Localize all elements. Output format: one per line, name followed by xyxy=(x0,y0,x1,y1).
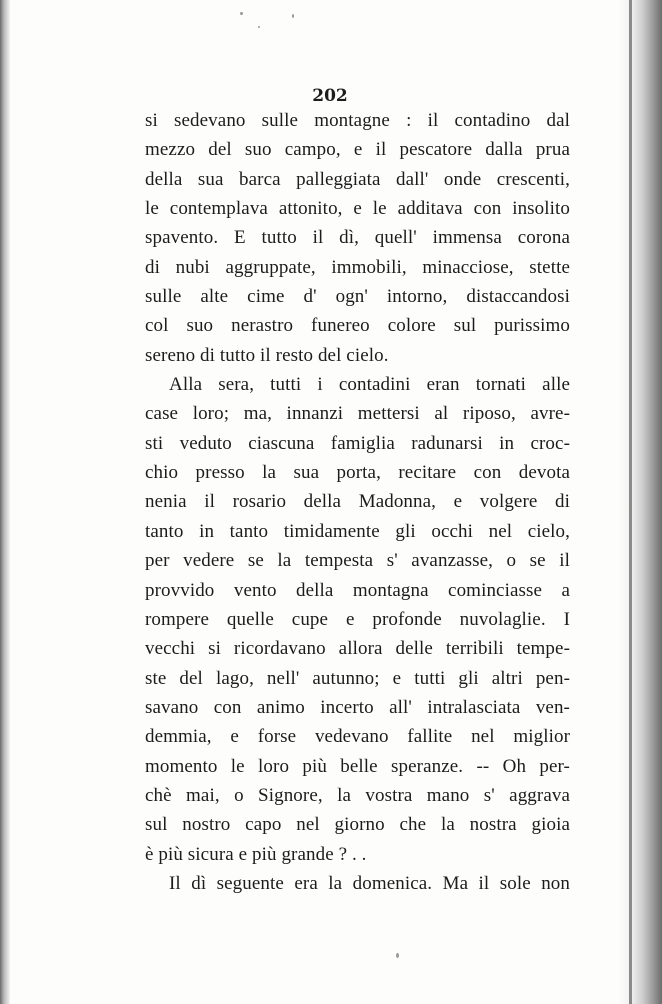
paper-speck xyxy=(292,14,294,18)
text-line: della sua barca palleggiata dall' onde crescenti, xyxy=(145,168,570,190)
page-left-edge-shadow xyxy=(0,0,10,1004)
text-line: per vedere se la tempesta s' avanzasse, o se il xyxy=(145,550,570,572)
paper-speck xyxy=(258,26,260,28)
text-line: Alla sera, tutti i contadini eran tornati alle xyxy=(169,374,570,396)
text-line: demmia, e forse vedevano fallite nel miglior xyxy=(145,726,570,748)
text-line: ste del lago, nell' autunno; e tutti gli altri pen- xyxy=(145,667,570,689)
text-line: momento le loro più belle speranze. -- Oh per- xyxy=(145,755,570,777)
text-line: tanto in tanto timidamente gli occhi nel cielo, xyxy=(145,520,570,542)
body-text xyxy=(145,106,570,898)
page-right-edge-shadow xyxy=(618,0,662,1004)
text-line: chio presso la sua porta, recitare con devota xyxy=(145,462,570,484)
text-line: provvido vento della montagna cominciasse a xyxy=(145,579,570,601)
page-number: 202 xyxy=(312,86,348,106)
text-line: rompere quelle cupe e profonde nuvolaglie. I xyxy=(145,608,570,630)
text-line: savano con animo incerto all' intralasciata ven- xyxy=(145,696,570,718)
text-line: case loro; ma, innanzi mettersi al riposo, avre- xyxy=(145,403,570,425)
text-line: sul nostro capo nel giorno che la nostra gioia xyxy=(145,814,570,836)
text-line: sti veduto ciascuna famiglia radunarsi in croc- xyxy=(145,432,570,454)
text-line: di nubi aggruppate, immobili, minacciose, stette xyxy=(145,256,570,278)
text-line: spavento. E tutto il dì, quell' immensa corona xyxy=(145,227,570,249)
text-line: le contemplava attonito, e le additava con insolito xyxy=(145,198,570,220)
text-line: è più sicura e più grande ? . . xyxy=(145,843,367,865)
text-line: sereno di tutto il resto del cielo. xyxy=(145,344,389,366)
text-line: chè mai, o Signore, la vostra mano s' aggrava xyxy=(145,784,570,806)
binding-line xyxy=(629,0,632,1004)
text-line: col suo nerastro funereo colore sul purissimo xyxy=(145,315,570,337)
text-line: sulle alte cime d' ogn' intorno, distaccandosi xyxy=(145,286,570,308)
text-line: Il dì seguente era la domenica. Ma il sole non xyxy=(169,872,570,894)
text-line: si sedevano sulle montagne : il contadino dal xyxy=(145,110,570,131)
text-line: vecchi si ricordavano allora delle terribili tempe- xyxy=(145,638,570,660)
text-line: nenia il rosario della Madonna, e volgere di xyxy=(145,491,570,513)
paper-speck xyxy=(396,953,399,958)
paper-speck xyxy=(240,12,243,15)
text-line: mezzo del suo campo, e il pescatore dalla prua xyxy=(145,139,570,161)
